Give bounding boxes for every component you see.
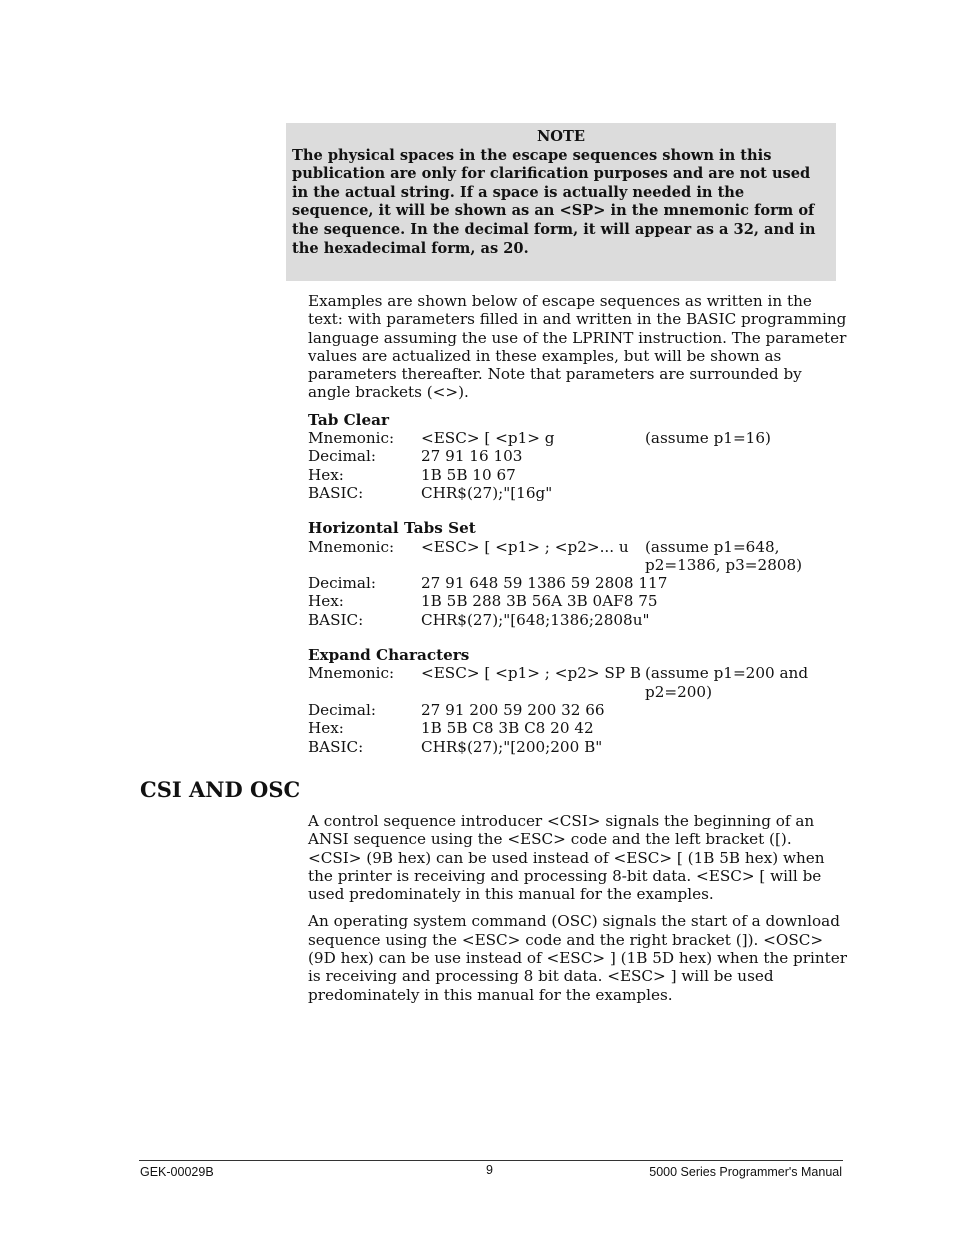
example-row: [308, 719, 848, 737]
example-expand-characters: [308, 646, 848, 756]
row-value: 1B 5B 288 3B 56A 3B 0AF8 75: [421, 592, 658, 611]
footer-doc-id: GEK-00029B: [140, 1165, 214, 1179]
row-value: CHR$(27);"[200;200 B": [421, 737, 603, 756]
row-note: (assume p1=16): [645, 429, 771, 448]
csi-paragraph: A control sequence introducer <CSI> signals the beginning of an ANSI sequence using the <ESC> code and the left bracket ([). <CSI> (9B hex) can be used instead of <ESC> [ (1B 5B hex) when the printer is receiving and processing 8-bit data. <ESC> [ will be used predominately in this manual for the examples.: [308, 812, 825, 904]
row-label: Hex:: [308, 592, 344, 611]
footer-manual-title: 5000 Series Programmer's Manual: [649, 1165, 842, 1179]
example-row: [308, 484, 848, 502]
section-heading: CSI AND OSC: [140, 777, 301, 802]
row-value: 1B 5B 10 67: [421, 465, 516, 484]
intro-paragraph: Examples are shown below of escape sequences as written in the text: with parameters filled in and written in the BASIC programming language assuming the use of the LPRINT instruction. The parameter values are actualized in these examples, but will be shown as parameters thereafter. Note that parameters are surrounded by angle brackets (<>).: [308, 292, 847, 402]
example-row: [308, 611, 848, 629]
row-value: <ESC> [ <p1> ; <p2> SP B: [421, 664, 642, 683]
example-row: [308, 429, 848, 447]
row-value: 27 91 200 59 200 32 66: [421, 700, 605, 719]
row-note: (assume p1=200 and p2=200): [645, 664, 809, 701]
osc-paragraph: An operating system command (OSC) signals the start of a download sequence using the <ESC> code and the right bracket (]). <OSC> (9D hex) can be use instead of <ESC> ] (1B 5D hex) when the printer is receiving and processing 8 bit data. <ESC> ] will be used predominately in this manual for the examples.: [308, 912, 848, 1004]
row-label: Decimal:: [308, 574, 376, 593]
row-label: Hex:: [308, 719, 344, 738]
row-label: BASIC:: [308, 483, 364, 502]
example-row: [308, 664, 848, 701]
example-title: Horizontal Tabs Set: [308, 519, 476, 538]
example-title: Tab Clear: [308, 410, 389, 429]
note-box: [286, 123, 836, 281]
example-row: [308, 466, 848, 484]
row-label: BASIC:: [308, 737, 364, 756]
row-value: 27 91 16 103: [421, 447, 523, 466]
row-label: Decimal:: [308, 700, 376, 719]
example-tab-clear: [308, 411, 848, 502]
note-title: NOTE: [536, 128, 586, 145]
row-value: 1B 5B C8 3B C8 20 42: [421, 719, 594, 738]
row-value: 27 91 648 59 1386 59 2808 117: [421, 574, 668, 593]
example-row: [308, 701, 848, 719]
example-title: Expand Characters: [308, 646, 470, 665]
example-row: [308, 447, 848, 465]
row-value: CHR$(27);"[16g": [421, 483, 553, 502]
row-label: Mnemonic:: [308, 429, 395, 448]
row-label: BASIC:: [308, 610, 364, 629]
row-label: Mnemonic:: [308, 664, 395, 683]
note-body: The physical spaces in the escape sequences shown in this publication are only for clarification purposes and are not used in the actual string. If a space is actually needed in the sequence, it will be shown as an <SP> in the mnemonic form of the sequence. In the decimal form, it will appear as a 32, and in the hexadecimal form, as 20.: [292, 146, 816, 257]
example-horizontal-tabs-set: [308, 519, 848, 629]
row-label: Decimal:: [308, 447, 376, 466]
row-label: Hex:: [308, 465, 344, 484]
examples-content: [308, 292, 848, 773]
row-note: (assume p1=648, p2=1386, p3=2808): [645, 537, 803, 574]
row-label: Mnemonic:: [308, 537, 395, 556]
example-row: [308, 574, 848, 592]
csi-osc-content: [308, 812, 848, 1013]
row-value: CHR$(27);"[648;1386;2808u": [421, 610, 650, 629]
example-row: [308, 592, 848, 610]
row-value: <ESC> [ <p1> g: [421, 429, 555, 448]
example-row: [308, 538, 848, 575]
footer-page-number: 9: [486, 1163, 493, 1177]
row-value: <ESC> [ <p1> ; <p2>... u: [421, 537, 629, 556]
footer-rule: [139, 1160, 843, 1161]
example-row: [308, 738, 848, 756]
